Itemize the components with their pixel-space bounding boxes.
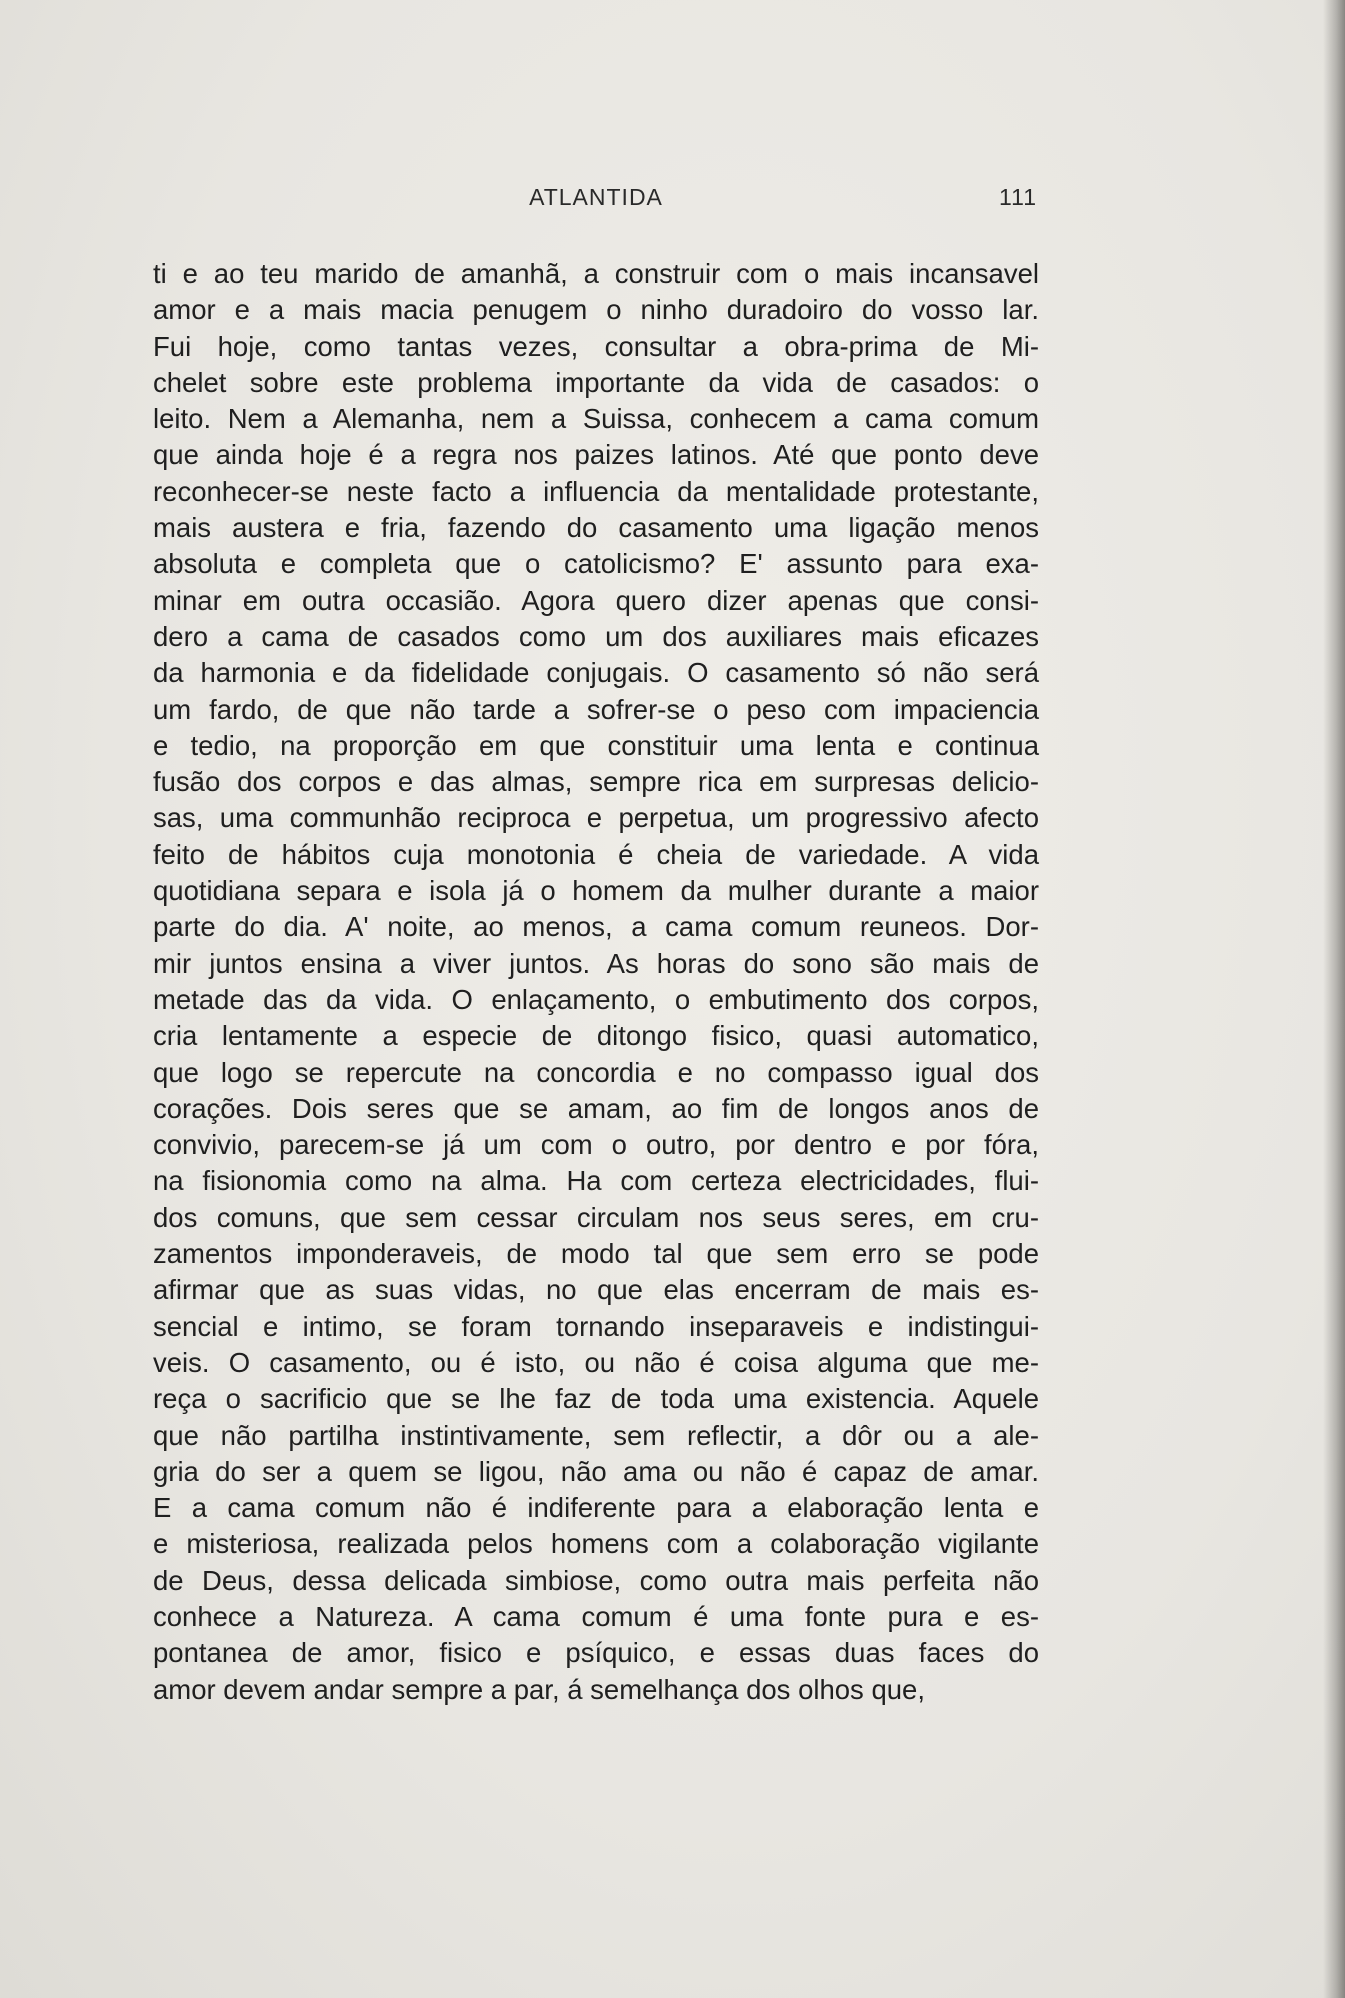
text-line: zamentos imponderaveis, de modo tal que sem erro se pode bbox=[153, 1238, 1039, 1270]
text-line: de Deus, dessa delicada simbiose, como outra mais perfeita não bbox=[153, 1564, 1039, 1596]
text-line: Fui hoje, como tantas vezes, consultar a obra-prima de Mi- bbox=[153, 330, 1039, 362]
text-line: que não partilha instintivamente, sem reflectir, a dôr ou a ale- bbox=[153, 1419, 1039, 1451]
text-line: e tedio, na proporção em que constituir uma lenta e continua bbox=[153, 729, 1039, 761]
text-line: dos comuns, que sem cessar circulam nos seus seres, em cru- bbox=[153, 1201, 1039, 1233]
text-line: gria do ser a quem se ligou, não ama ou não é capaz de amar. bbox=[153, 1455, 1039, 1487]
text-line: na fisionomia como na alma. Ha com certeza electricidades, flui- bbox=[153, 1165, 1039, 1197]
text-line: cria lentamente a especie de ditongo fisico, quasi automatico, bbox=[153, 1020, 1039, 1052]
text-line: reconhecer-se neste facto a influencia da mentalidade protestante, bbox=[153, 475, 1039, 507]
text-line: parte do dia. A' noite, ao menos, a cama comum reuneos. Dor- bbox=[153, 911, 1039, 943]
text-line: ti e ao teu marido de amanhã, a construir com o mais incansavel bbox=[153, 258, 1039, 289]
text-line: que ainda hoje é a regra nos paizes latinos. Até que ponto deve bbox=[153, 439, 1039, 471]
text-line: corações. Dois seres que se amam, ao fim de longos anos de bbox=[153, 1092, 1039, 1124]
text-line: E a cama comum não é indiferente para a elaboração lenta e bbox=[153, 1492, 1039, 1524]
text-line: da harmonia e da fidelidade conjugais. O casamento só não será bbox=[153, 657, 1039, 689]
text-line: fusão dos corpos e das almas, sempre rica em surpresas delicio- bbox=[153, 766, 1039, 798]
running-header bbox=[155, 184, 1037, 224]
text-line: sas, uma communhão reciproca e perpetua, um progressivo afecto bbox=[153, 802, 1039, 834]
text-line: feito de hábitos cuja monotonia é cheia de variedade. A vida bbox=[153, 838, 1039, 870]
text-line: reça o sacrificio que se lhe faz de toda uma existencia. Aquele bbox=[153, 1383, 1039, 1415]
text-line: minar em outra occasião. Agora quero dizer apenas que consi- bbox=[153, 584, 1039, 616]
page-edge-shadow bbox=[1323, 0, 1345, 1998]
text-line: amor e a mais macia penugem o ninho duradoiro do vosso lar. bbox=[153, 294, 1039, 326]
text-line: veis. O casamento, ou é isto, ou não é coisa alguma que me- bbox=[153, 1346, 1039, 1378]
text-line: chelet sobre este problema importante da vida de casados: o bbox=[153, 366, 1039, 398]
text-line: afirmar que as suas vidas, no que elas encerram de mais es- bbox=[153, 1274, 1039, 1306]
text-line: leito. Nem a Alemanha, nem a Suissa, conhecem a cama comum bbox=[153, 403, 1039, 435]
text-line: mais austera e fria, fazendo do casamento uma ligação menos bbox=[153, 512, 1039, 544]
text-line: um fardo, de que não tarde a sofrer-se o peso com impaciencia bbox=[153, 693, 1039, 725]
text-line: amor devem andar sempre a par, á semelhança dos olhos que, bbox=[153, 1673, 925, 1705]
page-number: 111 bbox=[999, 184, 1037, 210]
text-line: que logo se repercute na concordia e no compasso igual dos bbox=[153, 1056, 1039, 1088]
text-line: pontanea de amor, fisico e psíquico, e essas duas faces do bbox=[153, 1637, 1039, 1669]
body-text bbox=[153, 256, 1039, 1708]
text-line: metade das da vida. O enlaçamento, o embutimento dos corpos, bbox=[153, 983, 1039, 1015]
text-line: absoluta e completa que o catolicismo? E' assunto para exa- bbox=[153, 548, 1039, 580]
text-line: e misteriosa, realizada pelos homens com a colaboração vigilante bbox=[153, 1528, 1039, 1560]
text-line: conhece a Natureza. A cama comum é uma fonte pura e es- bbox=[153, 1600, 1039, 1632]
text-line: sencial e intimo, se foram tornando inseparaveis e indistingui- bbox=[153, 1310, 1039, 1342]
text-line: quotidiana separa e isola já o homem da mulher durante a maior bbox=[153, 875, 1039, 907]
running-title: ATLANTIDA bbox=[529, 184, 663, 210]
text-line: mir juntos ensina a viver juntos. As horas do sono são mais de bbox=[153, 947, 1039, 979]
text-line: dero a cama de casados como um dos auxiliares mais eficazes bbox=[153, 620, 1039, 652]
text-line: convivio, parecem-se já um com o outro, por dentro e por fóra, bbox=[153, 1129, 1039, 1161]
